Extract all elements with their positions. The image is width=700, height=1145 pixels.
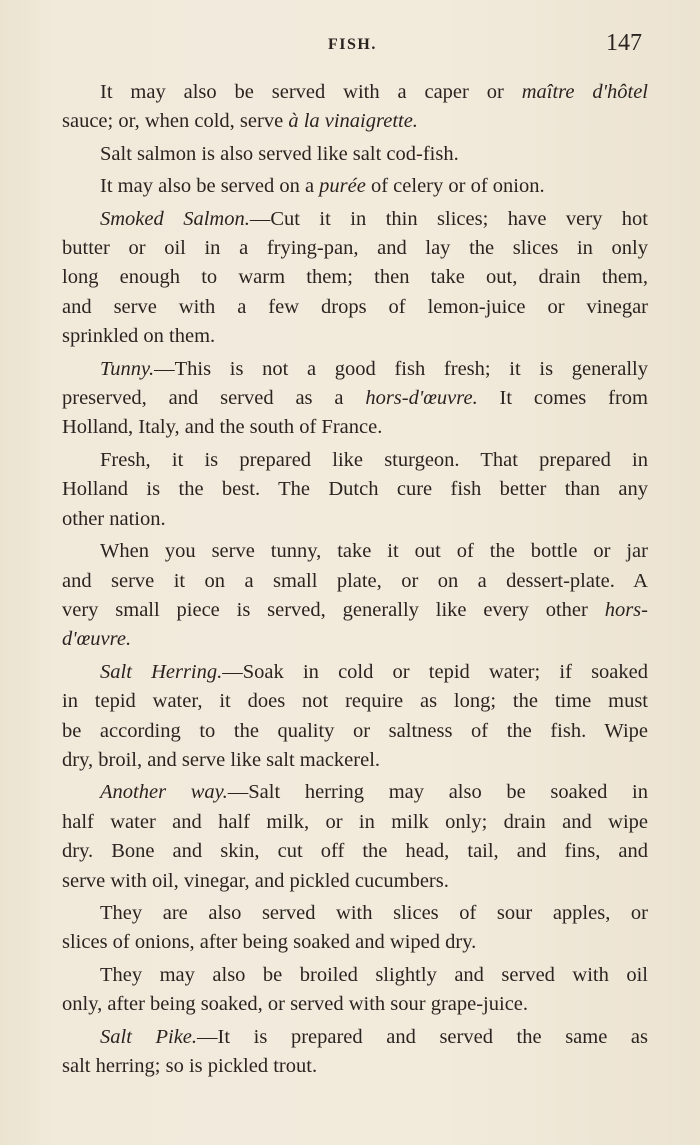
text-run: be according to the quality or saltness of the fish. Wipe: [62, 719, 648, 742]
italic-text: Salt Herring.: [100, 660, 223, 683]
italic-text: Tunny.: [100, 357, 155, 380]
text-line: [62, 928, 648, 957]
italic-text: hors-d'œuvre.: [365, 387, 478, 410]
text-run: Holland is the best. The Dutch cure fish better than any: [62, 478, 648, 501]
text-line: [62, 1052, 648, 1081]
text-line: [62, 384, 648, 413]
text-line: [62, 1023, 648, 1052]
text-run: —It is prepared and served the same as: [197, 1025, 648, 1048]
text-line: [62, 596, 648, 625]
text-run: long enough to warm them; then take out, drain them,: [62, 266, 648, 289]
text-line: [62, 899, 648, 928]
text-line: [62, 234, 648, 263]
text-line: [62, 413, 648, 442]
italic-text: à la vinaigrette.: [288, 110, 418, 133]
text-line: [62, 205, 648, 234]
text-run: Holland, Italy, and the south of France.: [62, 416, 383, 439]
text-run: other nation.: [62, 507, 166, 530]
text-line: [62, 990, 648, 1019]
text-run: Salt salmon is also served like salt cod-fish.: [100, 142, 459, 165]
text-run: of celery or of onion.: [365, 175, 545, 198]
text-run: butter or oil in a frying-pan, and lay the slices in only: [62, 237, 648, 260]
paragraph: [62, 205, 648, 352]
paragraph: [62, 78, 648, 137]
italic-text: Another way.: [100, 781, 228, 804]
text-line: [62, 172, 648, 201]
italic-text: Salt Pike.: [100, 1025, 198, 1048]
paragraph: [62, 1023, 648, 1082]
paragraph: [62, 537, 648, 655]
text-line: [62, 778, 648, 807]
text-run: salt herring; so is pickled trout.: [62, 1055, 318, 1077]
text-run: It may also be served on a: [100, 175, 320, 198]
text-run: —This is not a good fish fresh; it is generally: [154, 357, 648, 380]
text-run: —Soak in cold or tepid water; if soaked: [222, 660, 648, 683]
text-line: [62, 537, 648, 566]
text-line: [62, 475, 648, 504]
text-run: half water and half milk, or in milk only; drain and wipe: [62, 810, 648, 833]
paragraph: [62, 355, 648, 443]
text-line: [62, 746, 648, 775]
paragraph: [62, 658, 648, 776]
paragraph: [62, 446, 648, 534]
text-run: in tepid water, it does not require as long; the time must: [62, 690, 648, 713]
text-run: When you serve tunny, take it out of the bottle or jar: [100, 540, 648, 563]
text-line: [62, 140, 648, 169]
text-line: [62, 107, 648, 136]
text-line: [62, 837, 648, 866]
text-run: serve with oil, vinegar, and pickled cucumbers.: [62, 869, 449, 892]
text-run: It comes from: [477, 387, 648, 410]
italic-text: hors-: [604, 598, 648, 621]
text-run: dry. Bone and skin, cut off the head, tail, and fins, and: [62, 840, 648, 863]
page-number: 147: [606, 30, 642, 56]
italic-text: purée: [319, 175, 366, 198]
paragraph: [62, 140, 648, 169]
text-run: sprinkled on them.: [62, 325, 216, 348]
text-run: They are also served with slices of sour apples, or: [100, 901, 648, 924]
paragraph: [62, 778, 648, 896]
text-line: [62, 687, 648, 716]
text-line: [62, 658, 648, 687]
paragraph: [62, 172, 648, 201]
text-run: Fresh, it is prepared like sturgeon. That prepared in: [100, 448, 648, 471]
text-run: It may also be served with a caper or: [100, 81, 522, 103]
text-run: and serve with a few drops of lemon-juice or vinegar: [62, 295, 648, 318]
text-line: [62, 322, 648, 351]
text-run: sauce; or, when cold, serve: [62, 110, 289, 133]
text-line: [62, 961, 648, 990]
italic-text: maître d'hôtel: [521, 81, 648, 103]
text-line: [62, 293, 648, 322]
body-text: [62, 78, 648, 1081]
text-run: slices of onions, after being soaked and wiped dry.: [62, 931, 477, 954]
paragraph: [62, 961, 648, 1020]
text-run: dry, broil, and serve like salt mackerel.: [62, 748, 381, 771]
text-line: [62, 867, 648, 896]
text-run: very small piece is served, generally like every other: [62, 598, 605, 621]
text-run: preserved, and served as a: [62, 387, 366, 410]
text-line: [62, 808, 648, 837]
text-line: [62, 78, 648, 107]
italic-text: Smoked Salmon.: [100, 207, 250, 230]
text-line: [62, 505, 648, 534]
text-line: [62, 717, 648, 746]
paragraph: [62, 899, 648, 958]
italic-text: d'œuvre.: [62, 628, 132, 651]
text-run: —Cut it in thin slices; have very hot: [249, 207, 648, 230]
text-run: —Salt herring may also be soaked in: [227, 781, 648, 804]
text-run: They may also be broiled slightly and served with oil: [100, 963, 648, 986]
text-line: [62, 355, 648, 384]
running-head: FISH.: [328, 36, 377, 53]
text-line: [62, 446, 648, 475]
text-line: [62, 625, 648, 654]
text-line: [62, 567, 648, 596]
text-line: [62, 263, 648, 292]
text-run: only, after being soaked, or served with sour grape-juice.: [62, 993, 529, 1016]
text-run: and serve it on a small plate, or on a dessert-plate. A: [62, 569, 648, 592]
